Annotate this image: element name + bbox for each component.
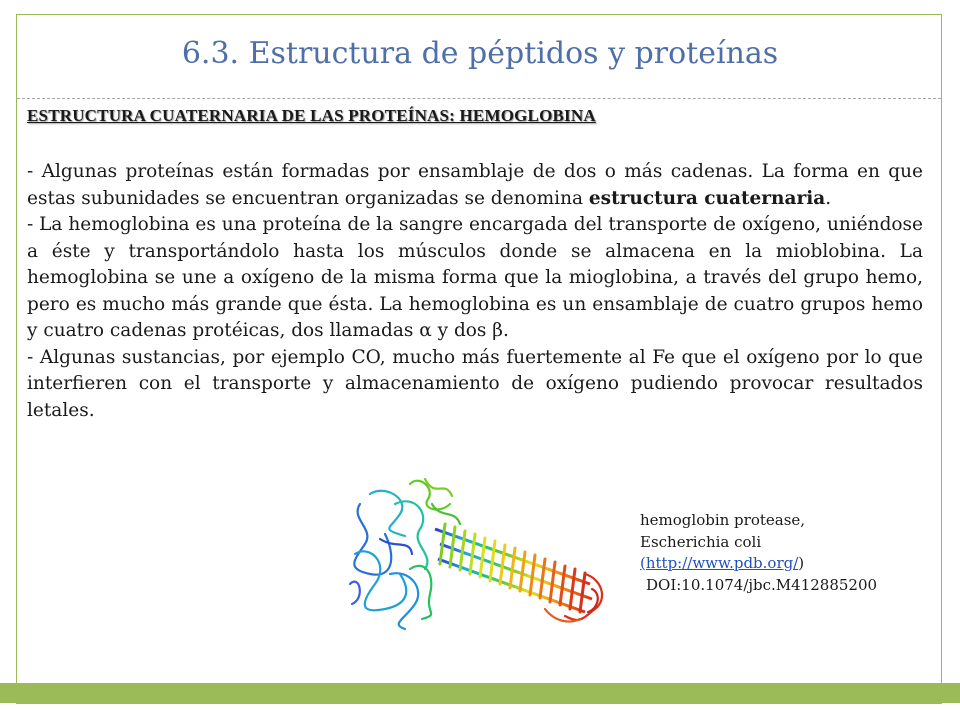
caption-line-2: Escherichia coli [640, 532, 762, 551]
caption-line-1: hemoglobin protease, [640, 511, 806, 529]
paragraph-1-end: . [825, 187, 832, 209]
paragraph-quaternary [27, 159, 923, 212]
pdb-link[interactable]: http://www.pdb.org/ [645, 554, 799, 572]
caption-doi: DOI:10.1074/jbc.M412885200 [646, 575, 878, 594]
caption-link-open: ( [640, 554, 646, 572]
section-heading: ESTRUCTURA CUATERNARIA DE LAS PROTEÍNAS: HEMOGLOBINA [27, 106, 596, 125]
paragraph-hemoglobin: - La hemoglobina es una proteína de la sangre encargada del transporte de oxígeno, uniéndose a éste y transportándolo hasta los músculos donde se almacena en la mioblobina. La hemoglobina se une a oxígeno de la misma forma que la mioglobina, a través del grupo hemo, pero es mucho más grande que ésta. La hemoglobina es un ensamblaje de cuatro grupos hemo y cuatro cadenas protéicas, dos llamadas α y dos β. [27, 214, 923, 341]
protein-structure-image [340, 474, 610, 632]
slide-title: 6.3. Estructura de péptidos y proteínas [181, 36, 779, 71]
title-divider [17, 98, 941, 99]
image-caption [640, 510, 930, 596]
paragraph-1-bold-term: estructura cuaternaria [588, 187, 826, 209]
body-text [27, 159, 923, 424]
paragraph-1-text: - Algunas proteínas están formadas por ensamblaje de dos o más cadenas. La forma en que estas subunidades se encuentran organizadas se denomina [27, 161, 923, 209]
paragraph-co: - Algunas sustancias, por ejemplo CO, mucho más fuertemente al Fe que el oxígeno por lo que interfieren con el transporte y almacenamiento de oxígeno pudiendo provocar resultados letales. [27, 346, 923, 421]
caption-link-close: ) [798, 554, 805, 572]
footer-bar [0, 683, 960, 703]
caption-source [640, 553, 930, 575]
